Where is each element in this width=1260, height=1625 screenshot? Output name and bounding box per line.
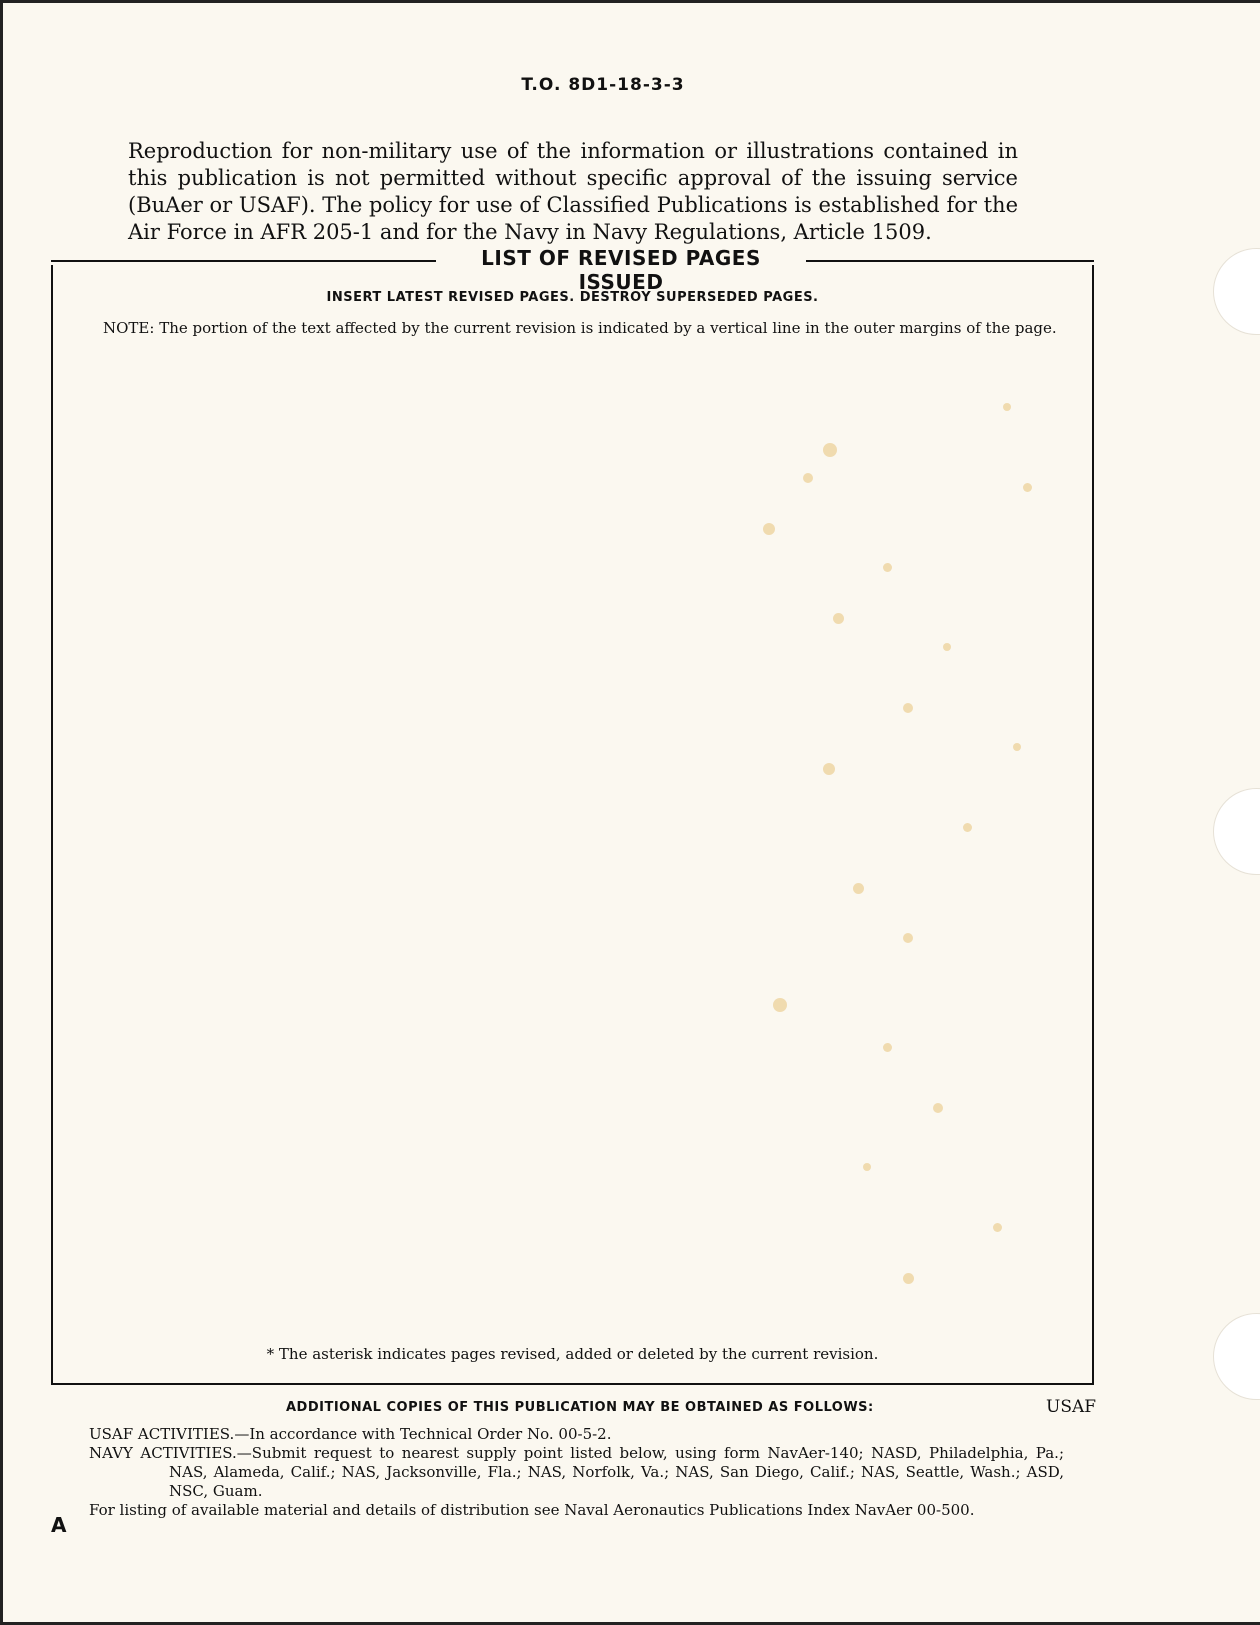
revised-pages-title: LIST OF REVISED PAGES ISSUED (481, 246, 761, 294)
usaf-label: USAF (1046, 1397, 1097, 1417)
title-rule-right (806, 260, 1094, 262)
technical-order-number: T.O. 8D1-18-3-3 (521, 75, 685, 95)
insert-instruction: INSERT LATEST REVISED PAGES. DESTROY SUPERSEDED PAGES. (326, 290, 819, 305)
binder-hole-bottom (1213, 1313, 1260, 1400)
additional-copies-heading: ADDITIONAL COPIES OF THIS PUBLICATION MAY BE OBTAINED AS FOLLOWS: (286, 1400, 874, 1415)
page-letter: A (51, 1513, 67, 1537)
listing-note: For listing of available material and details of distribution see Naval Aeronautics Publications Index NavAer 00-500. (89, 1501, 975, 1519)
asterisk-note: * The asterisk indicates pages revised, added or deleted by the current revision. (266, 1345, 879, 1363)
navy-activities: NAVY ACTIVITIES.—Submit request to nearest supply point listed below, using form NavAer-140; NASD, Philadelphia, Pa.; NAS, Alameda, Calif.; NAS, Jacksonville, Fla.; NAS, Norfolk, Va.; NAS, San Diego, Calif.; NAS, Seattle, Wash.; ASD, NSC, Guam. (89, 1444, 1064, 1500)
binder-hole-middle (1213, 788, 1260, 875)
binder-hole-top (1213, 248, 1260, 335)
title-rule-left (51, 260, 436, 262)
reproduction-notice: Reproduction for non-military use of the information or illustrations contained in this publication is not permitted without specific approval of the issuing service (BuAer or USAF). The policy for use of Classified Publications is established for the Air Force in AFR 205-1 and for the Navy in Navy Regulations, Article 1509. (128, 139, 1018, 244)
distribution-activities (89, 1425, 1064, 1520)
revised-pages-box (51, 265, 1094, 1385)
revision-note: NOTE: The portion of the text affected by the current revision is indicated by a vertical line in the outer margins of the page. (103, 319, 1057, 337)
usaf-activities: USAF ACTIVITIES.—In accordance with Technical Order No. 00-5-2. (89, 1425, 612, 1443)
